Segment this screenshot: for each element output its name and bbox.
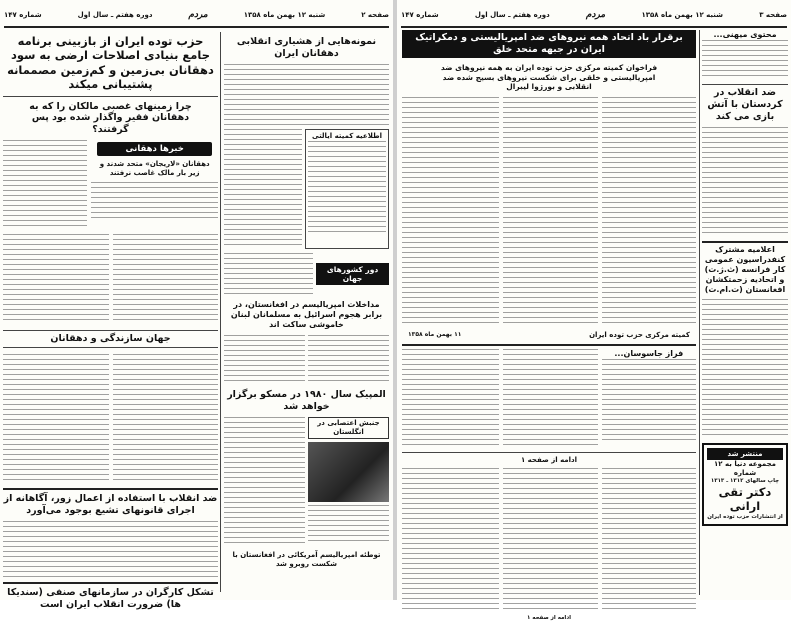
- right-header-masthead: مردم: [585, 10, 606, 20]
- right-header-page-label: صفحه ۳: [759, 11, 787, 19]
- left-page: [0, 0, 394, 610]
- afghan-plot-headline: توطئه امپریالیسم آمریکائی در افغانستان با شکست روبرو شد: [232, 550, 381, 568]
- ad-label: منتشر شد: [707, 448, 783, 460]
- ad-author: دکتر تقی ارانی: [718, 484, 772, 514]
- ad-line-2: چاپ سالهای ۱۳۱۲ ـ ۱۳۱۳: [710, 477, 780, 484]
- vigilance-headline: نمونه‌هایی از هشیاری انقلابی دهقانان ایران: [236, 36, 377, 59]
- right-side-column: [702, 30, 788, 595]
- peasant-news-box: خبرها دهقانی: [97, 142, 212, 156]
- right-page-header: [401, 4, 787, 28]
- kurdistan-headline: ضد انقلاب در کردستان با آتش بازی می کند: [702, 84, 788, 123]
- left-col-main: [3, 32, 218, 610]
- right-page: [397, 0, 791, 622]
- left-header-issue: شماره ۱۴۷: [4, 11, 42, 19]
- afghan-joint-headline: اعلامیه مشترک کنفدراسیون عمومی کار فرانسه (ث.ژ.ت) و اتحادیه زحمتکشان افغانستان (ت.ام.ت): [702, 241, 788, 295]
- left-col-secondary: [224, 32, 389, 592]
- committee-announcement: اطلاعیه کمیته ایالتی: [311, 131, 382, 140]
- ad-line-1: مجموعه دنیا به ۱۲ شماره: [714, 459, 776, 477]
- side-headline: محتوی میهنی...: [713, 30, 777, 39]
- ad-publisher: از انتشارات حزب توده ایران: [707, 513, 783, 520]
- lead-signature: کمیته مرکزی حزب توده ایران: [589, 331, 690, 339]
- book-ad: [702, 443, 788, 526]
- right-header-date: شنبه ۱۲ بهمن ماه ۱۳۵۸: [641, 11, 724, 19]
- spies-headline: فراز جاسوسان...: [614, 349, 684, 359]
- right-main-block: [402, 30, 696, 622]
- counterrevolution-headline: ضد انقلاب با استفاده از اعمال زور، آگاهانه از اجرای قانونهای تشیع بوجود می‌آورد: [3, 488, 218, 517]
- olympics-headline: المپیک سال ۱۹۸۰ در مسکو برگزار خواهد شد: [227, 388, 386, 412]
- workers-union-headline: تشکل کارگران در سازمانهای صنفی (سندیکا ها) ضرورت انقلاب ایران است: [3, 582, 218, 611]
- lead-date: ۱۱ بهمن ماه ۱۳۵۸: [408, 331, 462, 338]
- left-header-page-label: صفحه ۲: [361, 11, 389, 19]
- front-banner: برقرار باد اتحاد همه نیروهای ضد امپریالیستی و دمکراتیک ایران در جبهه متحد خلق: [402, 30, 696, 58]
- world-countries-box: دور کشورهای جهان: [316, 263, 389, 285]
- left-main-headline: حزب توده ایران از بازبینی برنامه جامع بنیادی اصلاحات ارضی به سود دهقانان بی‌زمین و کم‌زمین مصممانه پشتیبانی میکند: [7, 34, 214, 92]
- left-page-header: [4, 4, 389, 28]
- left-header-date: شنبه ۱۲ بهمن ماه ۱۳۵۸: [243, 11, 326, 19]
- right-header-volume: دوره هفتم ـ سال اول: [474, 11, 550, 19]
- news-photo: [308, 442, 389, 502]
- continued-headline: ادامه از صفحه ۱: [520, 456, 578, 465]
- right-header-issue: شماره ۱۴۷: [401, 11, 439, 19]
- left-header-volume: دوره هفتم ـ سال اول: [77, 11, 153, 19]
- continued-footer: ادامه از صفحه ۱: [526, 615, 572, 622]
- left-header-masthead: مردم: [188, 10, 208, 20]
- lead-subheadline: فراخوان کمیته مرکزی حزب توده ایران به همه نیروهای ضد امپریالیستی و خلقی برای شکست نیروهای بسیج شده ضد انقلابی و بورژوا لیبرال: [440, 62, 658, 92]
- left-sub-headline: چرا زمینهای غصبی مالکان را که به دهقانان فقیر واگذار شده بود پس گرفتند؟: [29, 100, 192, 136]
- afghan-intervention-headline: مداخلات امپریالیسم در افغانستان، در برابر هجوم اسرائیل به مسلمانان لبنان خاموشی ساکت اند: [230, 299, 383, 329]
- uk-strike-headline: جنبش اعتصابی در انگلستان: [308, 417, 389, 439]
- world-building-headline: جهان سازندگی و دهقانان: [3, 330, 218, 348]
- peasant-news-subhead: دهقانان «لاریجان» متحد شدند و زیر بار مالک غاصب نرفتند: [99, 160, 210, 178]
